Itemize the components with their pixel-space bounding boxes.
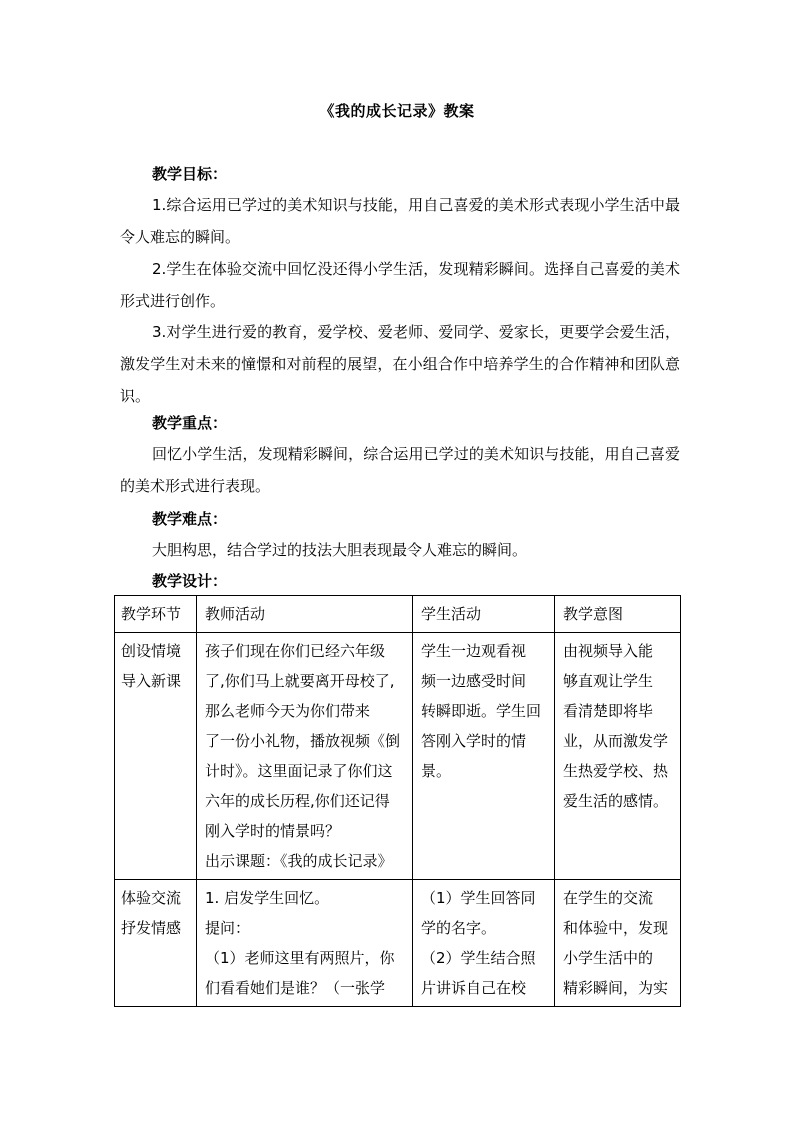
cell-line: 精彩瞬间，为实: [563, 979, 669, 997]
key-points-text: 回忆小学生活，发现精彩瞬间，综合运用已学过的美术知识与技能，用自己喜爱的美术形式进行表现。: [120, 445, 680, 495]
teacher-activity-cell: [197, 880, 413, 1007]
design-heading: 教学设计：: [152, 572, 228, 590]
student-activity-cell: [413, 880, 555, 1007]
header-cell-student: 学生活动: [413, 596, 555, 633]
cell-line: 那么老师今天为你们带来: [205, 702, 371, 720]
cell-line: 抒发情感: [121, 919, 182, 937]
cell-line: 计时》。这里面记录了你们这: [205, 762, 393, 780]
cell-line: 们看看她们是谁？（一张学: [205, 979, 386, 997]
cell-line: 答刚入学时的情: [421, 732, 527, 750]
cell-line: 景。: [421, 762, 452, 780]
cell-line: 提问：: [205, 919, 251, 937]
cell-line: 在学生的交流: [563, 889, 654, 907]
header-cell-stage: 教学环节: [115, 596, 197, 633]
difficulties-text: 大胆构思，结合学过的技法大胆表现最令人难忘的瞬间。: [152, 541, 528, 559]
cell-line: 够直观让学生: [563, 672, 654, 690]
cell-line: （1）学生回答同: [421, 889, 536, 907]
cell-line: 孩子们现在你们已经六年级: [205, 642, 386, 660]
cell-line: 生热爱学校、热: [563, 762, 669, 780]
cell-line: 六年的成长历程,你们还记得: [205, 792, 390, 810]
cell-line: 出示课题：《我的成长记录》: [205, 852, 393, 870]
cell-line: 了,你们马上就要离开母校了,: [205, 672, 395, 690]
cell-line: 频一边感受时间: [421, 672, 527, 690]
difficulties-heading: 教学难点：: [152, 510, 228, 528]
cell-line: 爱生活的感情。: [563, 792, 669, 810]
cell-line: 1. 启发学生回忆。: [205, 889, 330, 907]
table-header-row: [115, 596, 681, 633]
intent-cell: [555, 880, 681, 1007]
cell-line: 学生一边观看视: [421, 642, 527, 660]
cell-line: 创设情境: [121, 642, 182, 660]
teaching-design-table: [114, 595, 681, 1007]
cell-line: 由视频导入能: [563, 642, 654, 660]
document-title: 《我的成长记录》教案: [319, 102, 475, 120]
objective-item-1: 1.综合运用已学过的美术知识与技能，用自己喜爱的美术形式表现小学生活中最令人难忘的瞬间。: [120, 196, 680, 246]
stage-cell: [115, 633, 197, 880]
objectives-heading: 教学目标：: [152, 165, 228, 183]
teacher-activity-cell: [197, 633, 413, 880]
header-cell-intent: 教学意图: [555, 596, 681, 633]
cell-line: 看清楚即将毕: [563, 702, 654, 720]
objective-item-2: 2.学生在体验交流中回忆没还得小学生活，发现精彩瞬间。选择自己喜爱的美术形式进行创作。: [120, 260, 680, 310]
cell-line: 刚入学时的情景吗？: [205, 822, 341, 840]
cell-line: 体验交流: [121, 889, 182, 907]
cell-line: 了一份小礼物，播放视频《倒: [205, 732, 401, 750]
cell-line: 业，从而激发学: [563, 732, 669, 750]
header-cell-teacher: 教师活动: [197, 596, 413, 633]
objective-item-3: 3.对学生进行爱的教育，爱学校、爱老师、爱同学、爱家长，更要学会爱生活，激发学生对未来的憧憬和对前程的展望，在小组合作中培养学生的合作精神和团队意识。: [120, 323, 680, 405]
stage-cell: [115, 880, 197, 1007]
table-row: [115, 880, 681, 1007]
cell-line: 导入新课: [121, 672, 182, 690]
cell-line: 片讲诉自己在校: [421, 979, 527, 997]
student-activity-cell: [413, 633, 555, 880]
intent-cell: [555, 633, 681, 880]
cell-line: 转瞬即逝。学生回: [421, 702, 542, 720]
table-row: [115, 633, 681, 880]
cell-line: 学的名字。: [421, 919, 497, 937]
key-points-heading: 教学重点：: [152, 414, 228, 432]
cell-line: （1）老师这里有两照片，你: [205, 949, 395, 967]
cell-line: 和体验中，发现: [563, 919, 669, 937]
cell-line: （2）学生结合照: [421, 949, 536, 967]
cell-line: 小学生活中的: [563, 949, 654, 967]
